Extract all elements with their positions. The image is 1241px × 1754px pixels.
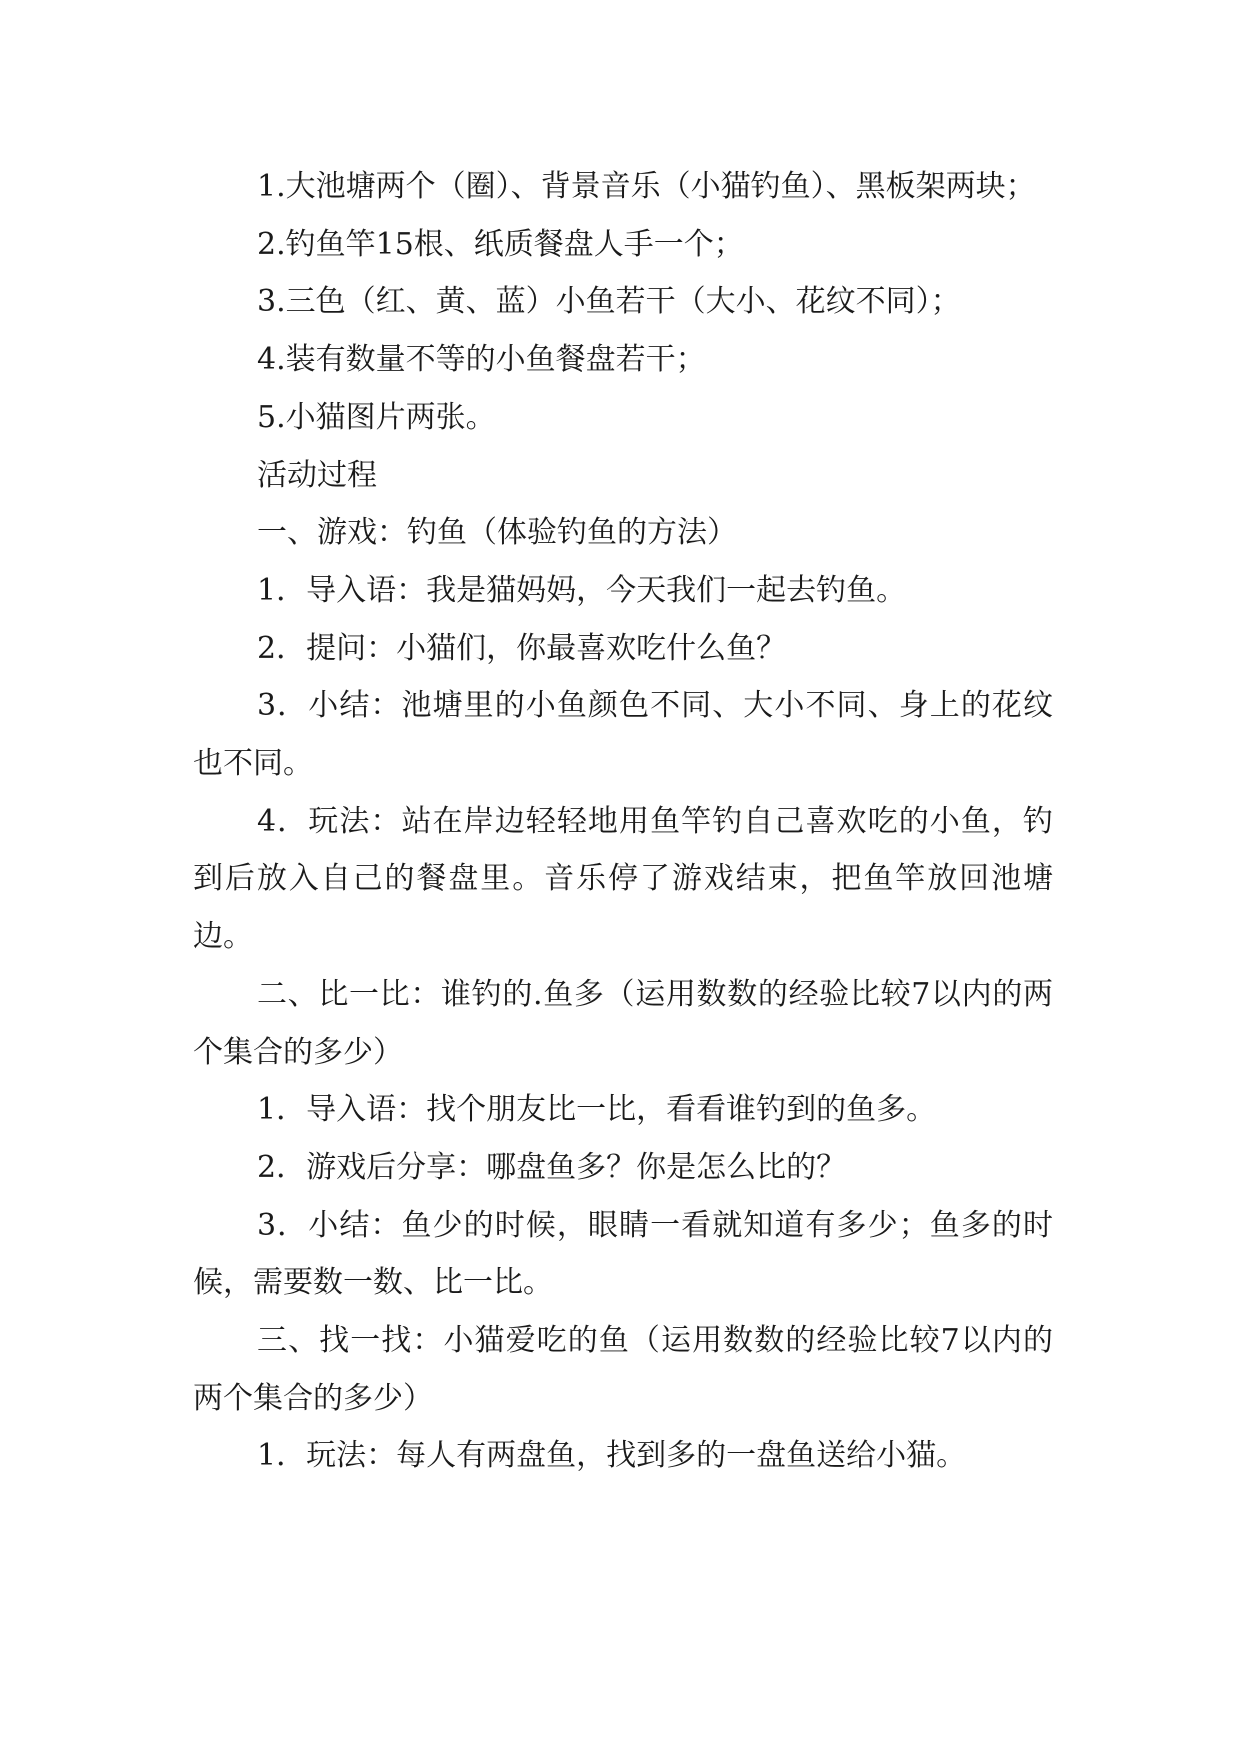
section-heading-activity-process: 活动过程	[257, 457, 377, 493]
part-one-step-2: 2．提问：小猫们，你最喜欢吃什么鱼？	[257, 630, 787, 666]
part-one-step-4: 4．玩法：站在岸边轻轻地用鱼竿钓自己喜欢吃的小鱼，钓到后放入自己的餐盘里。音乐停了游戏结束，把鱼竿放回池塘边。	[193, 803, 1053, 955]
part-two-step-3: 3．小结：鱼少的时候，眼睛一看就知道有多少；鱼多的时候，需要数一数、比一比。	[193, 1207, 1053, 1301]
part-two-heading: 二、比一比：谁钓的.鱼多（运用数数的经验比较7以内的两个集合的多少）	[193, 976, 1053, 1070]
part-three-step-1: 1．玩法：每人有两盘鱼，找到多的一盘鱼送给小猫。	[257, 1438, 967, 1474]
part-two-step-1: 1．导入语：找个朋友比一比，看看谁钓到的鱼多。	[257, 1092, 937, 1128]
materials-item-3: 3.三色（红、黄、蓝）小鱼若干（大小、花纹不同）；	[257, 284, 961, 320]
materials-item-5: 5.小猫图片两张。	[257, 399, 496, 435]
document-body	[193, 158, 1053, 1485]
materials-item-4: 4.装有数量不等的小鱼餐盘若干；	[257, 342, 706, 378]
part-one-heading: 一、游戏：钓鱼（体验钓鱼的方法）	[257, 515, 737, 551]
materials-item-1: 1.大池塘两个（圈）、背景音乐（小猫钓鱼）、黑板架两块；	[257, 169, 1036, 204]
part-one-step-3: 3．小结：池塘里的小鱼颜色不同、大小不同、身上的花纹也不同。	[193, 688, 1053, 782]
part-one-step-1: 1．导入语：我是猫妈妈，今天我们一起去钓鱼。	[257, 572, 907, 608]
materials-item-2: 2.钓鱼竿15根、纸质餐盘人手一个；	[257, 226, 744, 262]
part-three-heading: 三、找一找：小猫爱吃的鱼（运用数数的经验比较7以内的两个集合的多少）	[193, 1323, 1053, 1416]
part-two-step-2: 2．游戏后分享：哪盘鱼多？你是怎么比的？	[257, 1149, 847, 1185]
